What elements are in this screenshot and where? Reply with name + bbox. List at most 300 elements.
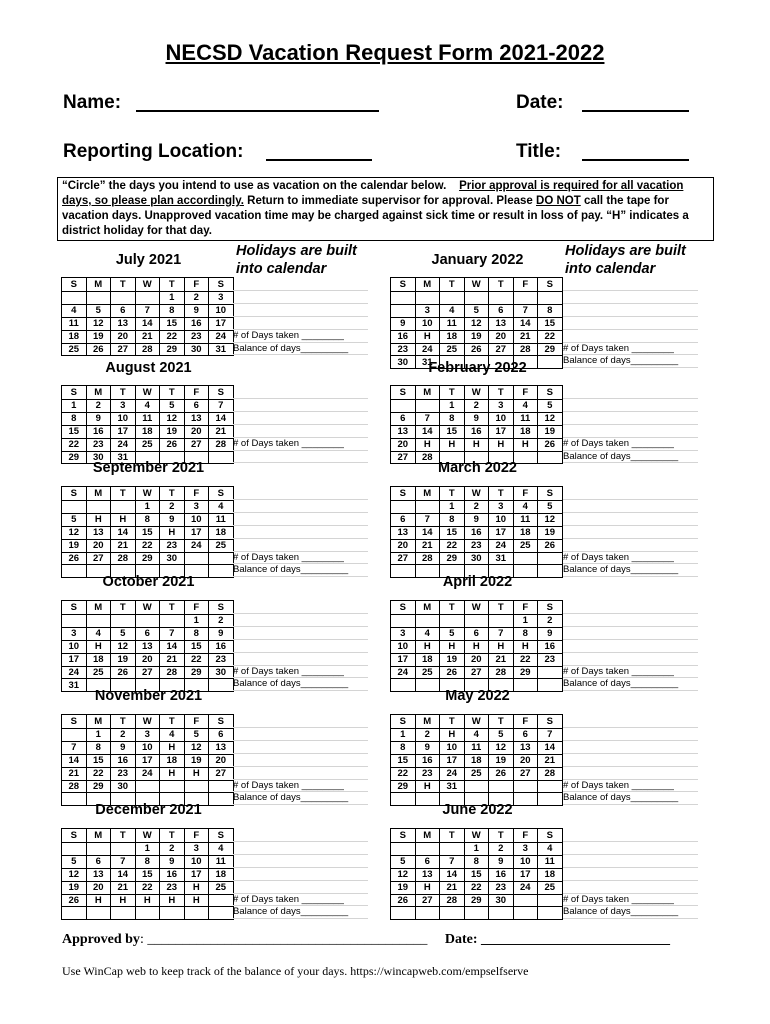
- day-cell[interactable]: 7: [415, 412, 440, 425]
- day-cell[interactable]: 15: [135, 868, 160, 881]
- day-cell[interactable]: [135, 292, 160, 305]
- day-cell[interactable]: 16: [184, 317, 209, 330]
- day-cell[interactable]: [415, 907, 440, 920]
- day-cell[interactable]: 12: [160, 412, 185, 425]
- day-cell[interactable]: 8: [160, 304, 185, 317]
- day-cell[interactable]: 3: [489, 400, 514, 413]
- day-cell[interactable]: 20: [86, 881, 111, 894]
- day-cell[interactable]: 26: [160, 438, 185, 451]
- day-cell[interactable]: 16: [415, 754, 440, 767]
- day-cell[interactable]: 10: [489, 513, 514, 526]
- day-cell[interactable]: 7: [489, 627, 514, 640]
- day-cell[interactable]: 27: [184, 438, 209, 451]
- day-cell[interactable]: 8: [391, 741, 416, 754]
- day-cell[interactable]: [440, 843, 465, 856]
- day-cell[interactable]: 21: [538, 754, 563, 767]
- day-cell[interactable]: 4: [135, 400, 160, 413]
- days-taken-field[interactable]: # of Days taken ________: [563, 666, 698, 679]
- day-cell[interactable]: 13: [111, 317, 136, 330]
- day-cell[interactable]: [391, 304, 416, 317]
- day-cell[interactable]: 1: [184, 615, 209, 628]
- day-cell[interactable]: 22: [160, 330, 185, 343]
- day-cell[interactable]: 14: [111, 868, 136, 881]
- day-cell[interactable]: 7: [440, 855, 465, 868]
- day-cell[interactable]: [415, 615, 440, 628]
- day-cell[interactable]: H: [184, 881, 209, 894]
- day-cell[interactable]: [160, 780, 185, 793]
- day-cell[interactable]: 17: [135, 754, 160, 767]
- day-cell[interactable]: 13: [415, 868, 440, 881]
- day-cell[interactable]: 29: [391, 780, 416, 793]
- day-cell[interactable]: 9: [209, 627, 234, 640]
- day-cell[interactable]: 8: [440, 513, 465, 526]
- day-cell[interactable]: 5: [489, 729, 514, 742]
- approved-by-field[interactable]: : ________________________________________: [139, 932, 428, 947]
- day-cell[interactable]: 27: [513, 767, 538, 780]
- day-cell[interactable]: [111, 907, 136, 920]
- day-cell[interactable]: 6: [86, 855, 111, 868]
- day-cell[interactable]: [489, 615, 514, 628]
- day-cell[interactable]: 28: [440, 894, 465, 907]
- day-cell[interactable]: 2: [111, 729, 136, 742]
- day-cell[interactable]: 30: [464, 552, 489, 565]
- day-cell[interactable]: 28: [62, 780, 87, 793]
- day-cell[interactable]: H: [86, 513, 111, 526]
- day-cell[interactable]: [209, 780, 234, 793]
- day-cell[interactable]: 27: [86, 552, 111, 565]
- day-cell[interactable]: 19: [391, 881, 416, 894]
- day-cell[interactable]: 21: [160, 653, 185, 666]
- day-cell[interactable]: 10: [135, 741, 160, 754]
- days-taken-field[interactable]: # of Days taken ________: [233, 552, 368, 565]
- balance-of-days-field[interactable]: Balance of days_________: [233, 564, 368, 577]
- day-cell[interactable]: [86, 843, 111, 856]
- day-cell[interactable]: 29: [440, 552, 465, 565]
- day-cell[interactable]: 23: [489, 881, 514, 894]
- day-cell[interactable]: 10: [111, 412, 136, 425]
- day-cell[interactable]: 24: [184, 539, 209, 552]
- day-cell[interactable]: 22: [86, 767, 111, 780]
- day-cell[interactable]: H: [440, 640, 465, 653]
- day-cell[interactable]: 2: [184, 292, 209, 305]
- day-cell[interactable]: 19: [440, 653, 465, 666]
- day-cell[interactable]: 9: [489, 855, 514, 868]
- day-cell[interactable]: 29: [160, 343, 185, 356]
- day-cell[interactable]: 15: [62, 425, 87, 438]
- day-cell[interactable]: 2: [415, 729, 440, 742]
- day-cell[interactable]: 2: [464, 400, 489, 413]
- day-cell[interactable]: 24: [513, 881, 538, 894]
- day-cell[interactable]: 7: [513, 304, 538, 317]
- day-cell[interactable]: 6: [111, 304, 136, 317]
- day-cell[interactable]: 19: [184, 754, 209, 767]
- day-cell[interactable]: 19: [86, 330, 111, 343]
- day-cell[interactable]: 26: [86, 343, 111, 356]
- day-cell[interactable]: 25: [62, 343, 87, 356]
- day-cell[interactable]: 8: [513, 627, 538, 640]
- day-cell[interactable]: 7: [111, 855, 136, 868]
- day-cell[interactable]: 31: [440, 780, 465, 793]
- day-cell[interactable]: 13: [86, 526, 111, 539]
- day-cell[interactable]: 17: [489, 425, 514, 438]
- day-cell[interactable]: 4: [538, 843, 563, 856]
- day-cell[interactable]: 23: [209, 653, 234, 666]
- day-cell[interactable]: 31: [209, 343, 234, 356]
- day-cell[interactable]: [538, 780, 563, 793]
- day-cell[interactable]: [538, 907, 563, 920]
- day-cell[interactable]: H: [86, 640, 111, 653]
- day-cell[interactable]: 8: [440, 412, 465, 425]
- day-cell[interactable]: 26: [538, 539, 563, 552]
- day-cell[interactable]: 15: [538, 317, 563, 330]
- day-cell[interactable]: 28: [538, 767, 563, 780]
- day-cell[interactable]: H: [415, 881, 440, 894]
- day-cell[interactable]: 10: [489, 412, 514, 425]
- day-cell[interactable]: 11: [209, 513, 234, 526]
- day-cell[interactable]: 20: [489, 330, 514, 343]
- day-cell[interactable]: 14: [440, 868, 465, 881]
- day-cell[interactable]: 4: [464, 729, 489, 742]
- day-cell[interactable]: 3: [391, 627, 416, 640]
- day-cell[interactable]: [209, 894, 234, 907]
- day-cell[interactable]: 23: [111, 767, 136, 780]
- day-cell[interactable]: 24: [62, 666, 87, 679]
- day-cell[interactable]: 3: [111, 400, 136, 413]
- balance-of-days-field[interactable]: Balance of days_________: [233, 906, 368, 919]
- day-cell[interactable]: [184, 552, 209, 565]
- day-cell[interactable]: 9: [86, 412, 111, 425]
- day-cell[interactable]: 18: [538, 868, 563, 881]
- day-cell[interactable]: 5: [111, 627, 136, 640]
- day-cell[interactable]: 22: [440, 539, 465, 552]
- day-cell[interactable]: 16: [111, 754, 136, 767]
- day-cell[interactable]: 2: [160, 843, 185, 856]
- day-cell[interactable]: 24: [111, 438, 136, 451]
- day-cell[interactable]: 8: [62, 412, 87, 425]
- day-cell[interactable]: 23: [184, 330, 209, 343]
- day-cell[interactable]: 4: [160, 729, 185, 742]
- day-cell[interactable]: 23: [160, 539, 185, 552]
- day-cell[interactable]: 22: [464, 881, 489, 894]
- day-cell[interactable]: H: [415, 780, 440, 793]
- day-cell[interactable]: [111, 615, 136, 628]
- day-cell[interactable]: 10: [184, 513, 209, 526]
- balance-of-days-field[interactable]: Balance of days_________: [563, 355, 698, 368]
- day-cell[interactable]: 15: [160, 317, 185, 330]
- days-taken-field[interactable]: # of Days taken ________: [233, 438, 368, 451]
- day-cell[interactable]: 13: [513, 741, 538, 754]
- day-cell[interactable]: 28: [111, 552, 136, 565]
- day-cell[interactable]: 23: [464, 539, 489, 552]
- day-cell[interactable]: H: [440, 438, 465, 451]
- day-cell[interactable]: 1: [135, 501, 160, 514]
- day-cell[interactable]: 11: [513, 513, 538, 526]
- day-cell[interactable]: 25: [415, 666, 440, 679]
- day-cell[interactable]: 14: [513, 317, 538, 330]
- day-cell[interactable]: 4: [62, 304, 87, 317]
- day-cell[interactable]: 12: [184, 741, 209, 754]
- day-cell[interactable]: 4: [440, 304, 465, 317]
- day-cell[interactable]: 17: [391, 653, 416, 666]
- day-cell[interactable]: 13: [209, 741, 234, 754]
- day-cell[interactable]: 8: [538, 304, 563, 317]
- day-cell[interactable]: 28: [209, 438, 234, 451]
- day-cell[interactable]: 6: [391, 513, 416, 526]
- day-cell[interactable]: 30: [86, 451, 111, 464]
- day-cell[interactable]: 6: [464, 627, 489, 640]
- day-cell[interactable]: 20: [209, 754, 234, 767]
- day-cell[interactable]: 11: [513, 412, 538, 425]
- day-cell[interactable]: [184, 780, 209, 793]
- balance-of-days-field[interactable]: Balance of days_________: [563, 792, 698, 805]
- day-cell[interactable]: 13: [391, 425, 416, 438]
- day-cell[interactable]: 5: [464, 304, 489, 317]
- day-cell[interactable]: 5: [538, 400, 563, 413]
- day-cell[interactable]: 30: [391, 356, 416, 369]
- day-cell[interactable]: 15: [184, 640, 209, 653]
- day-cell[interactable]: 23: [415, 767, 440, 780]
- day-cell[interactable]: [62, 843, 87, 856]
- day-cell[interactable]: 18: [464, 754, 489, 767]
- day-cell[interactable]: [111, 292, 136, 305]
- day-cell[interactable]: 13: [489, 317, 514, 330]
- day-cell[interactable]: H: [160, 767, 185, 780]
- reporting-location-field[interactable]: [266, 159, 372, 161]
- day-cell[interactable]: 12: [538, 412, 563, 425]
- day-cell[interactable]: 26: [489, 767, 514, 780]
- day-cell[interactable]: [464, 292, 489, 305]
- day-cell[interactable]: 10: [184, 855, 209, 868]
- day-cell[interactable]: 15: [440, 425, 465, 438]
- day-cell[interactable]: 18: [209, 868, 234, 881]
- day-cell[interactable]: [489, 780, 514, 793]
- day-cell[interactable]: 8: [135, 513, 160, 526]
- day-cell[interactable]: 8: [86, 741, 111, 754]
- day-cell[interactable]: 10: [513, 855, 538, 868]
- day-cell[interactable]: [391, 501, 416, 514]
- day-cell[interactable]: 30: [209, 666, 234, 679]
- day-cell[interactable]: 3: [513, 843, 538, 856]
- day-cell[interactable]: 29: [513, 666, 538, 679]
- day-cell[interactable]: 12: [489, 741, 514, 754]
- day-cell[interactable]: [86, 907, 111, 920]
- day-cell[interactable]: 15: [464, 868, 489, 881]
- day-cell[interactable]: 29: [184, 666, 209, 679]
- day-cell[interactable]: H: [184, 894, 209, 907]
- day-cell[interactable]: 18: [440, 330, 465, 343]
- day-cell[interactable]: 9: [391, 317, 416, 330]
- day-cell[interactable]: 11: [440, 317, 465, 330]
- day-cell[interactable]: [160, 907, 185, 920]
- day-cell[interactable]: 20: [391, 438, 416, 451]
- day-cell[interactable]: 21: [62, 767, 87, 780]
- day-cell[interactable]: 10: [62, 640, 87, 653]
- day-cell[interactable]: 17: [209, 317, 234, 330]
- day-cell[interactable]: 20: [86, 539, 111, 552]
- day-cell[interactable]: 26: [440, 666, 465, 679]
- day-cell[interactable]: H: [513, 438, 538, 451]
- day-cell[interactable]: 9: [538, 627, 563, 640]
- day-cell[interactable]: 19: [62, 881, 87, 894]
- name-field[interactable]: [136, 110, 379, 112]
- day-cell[interactable]: 1: [135, 843, 160, 856]
- day-cell[interactable]: 2: [538, 615, 563, 628]
- day-cell[interactable]: 30: [111, 780, 136, 793]
- day-cell[interactable]: 21: [513, 330, 538, 343]
- day-cell[interactable]: H: [464, 640, 489, 653]
- day-cell[interactable]: 19: [111, 653, 136, 666]
- day-cell[interactable]: [62, 615, 87, 628]
- day-cell[interactable]: 27: [209, 767, 234, 780]
- day-cell[interactable]: 7: [538, 729, 563, 742]
- day-cell[interactable]: [538, 894, 563, 907]
- day-cell[interactable]: 12: [538, 513, 563, 526]
- day-cell[interactable]: 21: [415, 539, 440, 552]
- day-cell[interactable]: [538, 552, 563, 565]
- day-cell[interactable]: 6: [391, 412, 416, 425]
- day-cell[interactable]: 24: [489, 539, 514, 552]
- day-cell[interactable]: 28: [489, 666, 514, 679]
- day-cell[interactable]: 9: [464, 412, 489, 425]
- day-cell[interactable]: [391, 615, 416, 628]
- day-cell[interactable]: 25: [464, 767, 489, 780]
- day-cell[interactable]: 4: [209, 501, 234, 514]
- day-cell[interactable]: 6: [513, 729, 538, 742]
- balance-of-days-field[interactable]: Balance of days_________: [563, 906, 698, 919]
- day-cell[interactable]: 30: [489, 894, 514, 907]
- day-cell[interactable]: 12: [62, 868, 87, 881]
- day-cell[interactable]: 1: [86, 729, 111, 742]
- day-cell[interactable]: 16: [391, 330, 416, 343]
- day-cell[interactable]: 15: [86, 754, 111, 767]
- day-cell[interactable]: 3: [415, 304, 440, 317]
- day-cell[interactable]: [513, 292, 538, 305]
- balance-of-days-field[interactable]: Balance of days_________: [563, 678, 698, 691]
- day-cell[interactable]: 28: [415, 451, 440, 464]
- day-cell[interactable]: 2: [160, 501, 185, 514]
- day-cell[interactable]: 26: [111, 666, 136, 679]
- day-cell[interactable]: 5: [391, 855, 416, 868]
- day-cell[interactable]: 1: [62, 400, 87, 413]
- day-cell[interactable]: 29: [62, 451, 87, 464]
- day-cell[interactable]: 14: [160, 640, 185, 653]
- day-cell[interactable]: 21: [111, 881, 136, 894]
- day-cell[interactable]: 18: [513, 425, 538, 438]
- day-cell[interactable]: [415, 400, 440, 413]
- day-cell[interactable]: 14: [111, 526, 136, 539]
- day-cell[interactable]: 22: [62, 438, 87, 451]
- day-cell[interactable]: 21: [135, 330, 160, 343]
- days-taken-field[interactable]: # of Days taken ________: [233, 330, 368, 343]
- day-cell[interactable]: 21: [209, 425, 234, 438]
- day-cell[interactable]: 17: [184, 526, 209, 539]
- day-cell[interactable]: 18: [415, 653, 440, 666]
- day-cell[interactable]: 31: [415, 356, 440, 369]
- day-cell[interactable]: [62, 729, 87, 742]
- day-cell[interactable]: 22: [538, 330, 563, 343]
- day-cell[interactable]: 17: [489, 526, 514, 539]
- day-cell[interactable]: 26: [538, 438, 563, 451]
- day-cell[interactable]: 27: [111, 343, 136, 356]
- day-cell[interactable]: 5: [440, 627, 465, 640]
- days-taken-field[interactable]: # of Days taken ________: [563, 894, 698, 907]
- day-cell[interactable]: 13: [86, 868, 111, 881]
- day-cell[interactable]: 16: [489, 868, 514, 881]
- day-cell[interactable]: [62, 501, 87, 514]
- day-cell[interactable]: 13: [184, 412, 209, 425]
- day-cell[interactable]: 1: [440, 400, 465, 413]
- day-cell[interactable]: 25: [86, 666, 111, 679]
- day-cell[interactable]: [184, 907, 209, 920]
- day-cell[interactable]: 14: [209, 412, 234, 425]
- day-cell[interactable]: 9: [184, 304, 209, 317]
- day-cell[interactable]: 27: [391, 552, 416, 565]
- day-cell[interactable]: 18: [513, 526, 538, 539]
- day-cell[interactable]: 17: [111, 425, 136, 438]
- day-cell[interactable]: 26: [464, 343, 489, 356]
- day-cell[interactable]: 27: [135, 666, 160, 679]
- day-cell[interactable]: H: [415, 330, 440, 343]
- day-cell[interactable]: H: [489, 438, 514, 451]
- day-cell[interactable]: H: [111, 894, 136, 907]
- day-cell[interactable]: H: [464, 438, 489, 451]
- day-cell[interactable]: [464, 907, 489, 920]
- day-cell[interactable]: 4: [86, 627, 111, 640]
- day-cell[interactable]: 9: [160, 855, 185, 868]
- day-cell[interactable]: 1: [513, 615, 538, 628]
- day-cell[interactable]: [135, 615, 160, 628]
- day-cell[interactable]: 16: [86, 425, 111, 438]
- balance-of-days-field[interactable]: Balance of days_________: [233, 792, 368, 805]
- day-cell[interactable]: 12: [111, 640, 136, 653]
- day-cell[interactable]: 6: [489, 304, 514, 317]
- day-cell[interactable]: [160, 615, 185, 628]
- day-cell[interactable]: H: [415, 640, 440, 653]
- day-cell[interactable]: H: [86, 894, 111, 907]
- day-cell[interactable]: [62, 292, 87, 305]
- day-cell[interactable]: 20: [135, 653, 160, 666]
- days-taken-field[interactable]: # of Days taken ________: [563, 438, 698, 451]
- day-cell[interactable]: [489, 907, 514, 920]
- day-cell[interactable]: 19: [160, 425, 185, 438]
- day-cell[interactable]: 15: [135, 526, 160, 539]
- day-cell[interactable]: H: [513, 640, 538, 653]
- day-cell[interactable]: 11: [538, 855, 563, 868]
- day-cell[interactable]: 3: [184, 843, 209, 856]
- day-cell[interactable]: [513, 780, 538, 793]
- day-cell[interactable]: 11: [209, 855, 234, 868]
- day-cell[interactable]: H: [489, 640, 514, 653]
- day-cell[interactable]: 31: [111, 451, 136, 464]
- days-taken-field[interactable]: # of Days taken ________: [563, 552, 698, 565]
- day-cell[interactable]: [391, 843, 416, 856]
- day-cell[interactable]: 29: [86, 780, 111, 793]
- day-cell[interactable]: 3: [184, 501, 209, 514]
- day-cell[interactable]: 16: [160, 868, 185, 881]
- day-cell[interactable]: 26: [391, 894, 416, 907]
- day-cell[interactable]: 7: [62, 741, 87, 754]
- day-cell[interactable]: 12: [391, 868, 416, 881]
- day-cell[interactable]: 6: [209, 729, 234, 742]
- day-cell[interactable]: 2: [464, 501, 489, 514]
- day-cell[interactable]: 24: [391, 666, 416, 679]
- day-cell[interactable]: 24: [440, 767, 465, 780]
- day-cell[interactable]: H: [415, 438, 440, 451]
- day-cell[interactable]: 5: [538, 501, 563, 514]
- day-cell[interactable]: 21: [489, 653, 514, 666]
- day-cell[interactable]: [464, 615, 489, 628]
- day-cell[interactable]: H: [160, 894, 185, 907]
